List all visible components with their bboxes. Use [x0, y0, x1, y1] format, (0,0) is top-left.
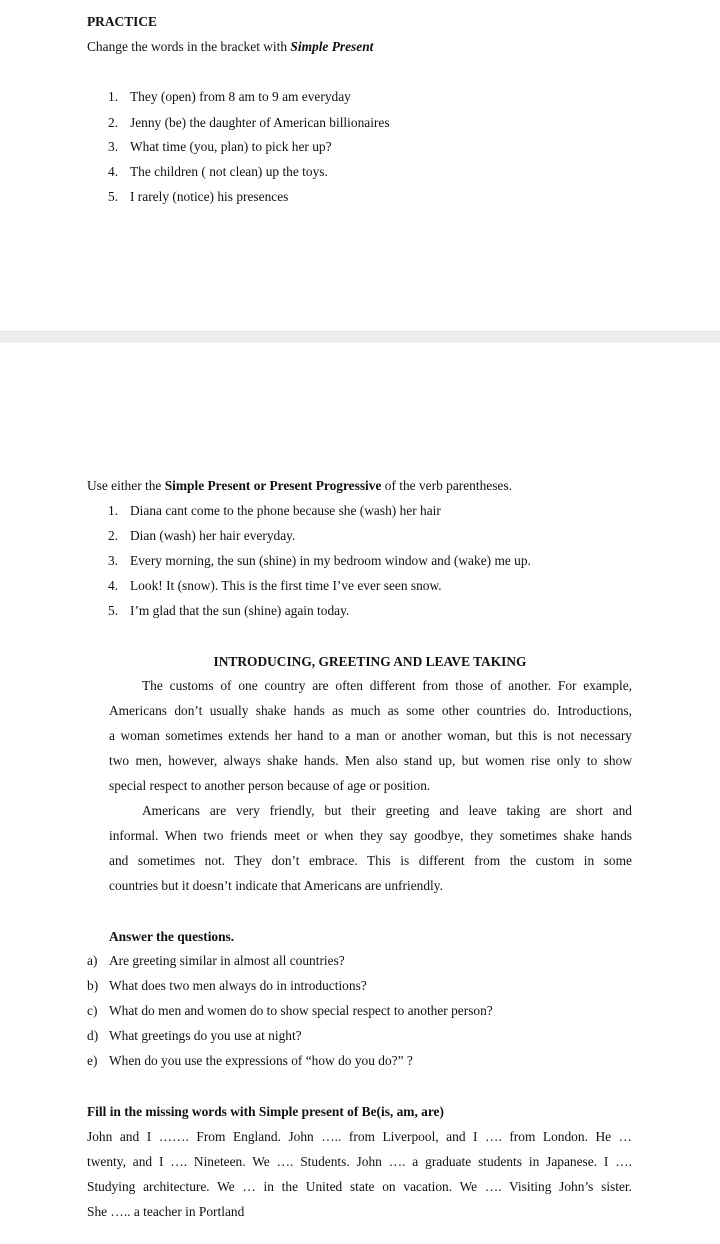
list-text: Diana cant come to the phone because she (wash) her hair [130, 503, 441, 518]
question-label: e) [87, 1053, 98, 1068]
question-text: When do you use the expressions of “how do you do?” ? [109, 1053, 413, 1068]
list-number: 4. [108, 578, 119, 593]
list-number: 1. [108, 89, 119, 104]
list-number: 3. [108, 139, 119, 154]
paragraph-line: She ….. a teacher in Portland [87, 1204, 245, 1219]
list-text: The children ( not clean) up the toys. [130, 164, 328, 179]
paragraph-line: Americans don’t usually shake hands as much as some other countries do. Introductions, [109, 703, 632, 718]
practice-instruction-emphasis: Simple Present [290, 39, 374, 54]
list-text: Every morning, the sun (shine) in my bedroom window and (wake) me up. [130, 553, 531, 568]
list-number: 2. [108, 528, 119, 543]
question-text: What does two men always do in introductions? [109, 978, 367, 993]
question-label: b) [87, 978, 99, 993]
practice-instruction-prefix: Change the words in the bracket with [87, 39, 291, 54]
section2-instruction-prefix: Use either the [87, 478, 165, 493]
section2-instruction-bold: Simple Present or Present Progressive [164, 478, 382, 493]
paragraph-line: Americans are very friendly, but their greeting and leave taking are short and [142, 803, 632, 818]
list-text: They (open) from 8 am to 9 am everyday [130, 89, 351, 104]
question-text: Are greeting similar in almost all countries? [109, 953, 345, 968]
list-number: 1. [108, 503, 119, 518]
page-divider [0, 331, 720, 343]
list-text: Dian (wash) her hair everyday. [130, 528, 296, 543]
question-text: What greetings do you use at night? [109, 1028, 302, 1043]
paragraph-line: Studying architecture. We … in the United state on vacation. We …. Visiting John’s sister. [87, 1179, 632, 1194]
list-text: I’m glad that the sun (shine) again today. [130, 603, 350, 618]
list-text: Jenny (be) the daughter of American billionaires [130, 115, 390, 130]
question-text: What do men and women do to show special respect to another person? [109, 1003, 493, 1018]
list-text: I rarely (notice) his presences [130, 189, 289, 204]
paragraph-line: special respect to another person because of age or position. [109, 778, 431, 793]
reading-title: INTRODUCING, GREETING AND LEAVE TAKING [213, 654, 527, 669]
paragraph-line: a woman sometimes extends her hand to a man or another woman, but this is not necessary [109, 728, 632, 743]
paragraph-line: two men, however, always shake hands. Men also stand up, but women rise only to show [109, 753, 632, 768]
question-label: a) [87, 953, 98, 968]
list-number: 3. [108, 553, 119, 568]
list-number: 5. [108, 603, 119, 618]
paragraph-line: informal. When two friends meet or when they say goodbye, they sometimes shake hands [109, 828, 632, 843]
list-text: What time (you, plan) to pick her up? [130, 139, 332, 154]
section2-instruction [87, 478, 512, 494]
question-label: d) [87, 1028, 99, 1043]
paragraph-line: countries but it doesn’t indicate that Americans are unfriendly. [109, 878, 443, 893]
list-number: 2. [108, 115, 119, 130]
section2-instruction-suffix: of the verb parentheses. [381, 478, 512, 493]
question-label: c) [87, 1003, 98, 1018]
paragraph-line: John and I ……. From England. John ….. from Liverpool, and I …. from London. He … [87, 1129, 632, 1144]
questions-title: Answer the questions. [109, 929, 235, 944]
practice-title: PRACTICE [87, 14, 157, 29]
list-number: 4. [108, 164, 119, 179]
list-number: 5. [108, 189, 119, 204]
list-text: Look! It (snow). This is the first time I’ve ever seen snow. [130, 578, 442, 593]
paragraph-line: twenty, and I …. Nineteen. We …. Students. John …. a graduate students in Japanese. I …. [87, 1154, 632, 1169]
practice-instruction [87, 39, 373, 55]
paragraph-line: and sometimes not. They don’t embrace. This is different from the custom in some [109, 853, 632, 868]
paragraph-line: The customs of one country are often different from those of another. For example, [142, 678, 632, 693]
fill-title: Fill in the missing words with Simple present of Be(is, am, are) [87, 1104, 444, 1119]
